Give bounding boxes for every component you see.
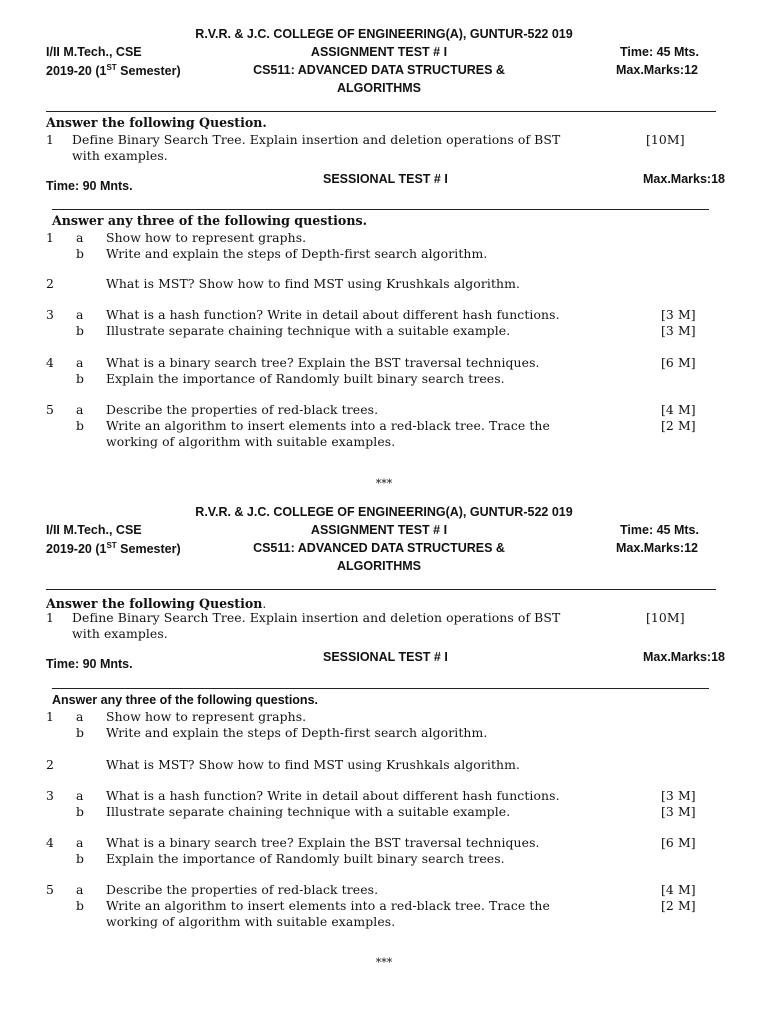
question-sub: b (76, 246, 85, 261)
year-line: 2019-20 (1ST Semester) (46, 541, 181, 557)
question-text: Write an algorithm to insert elements into a red-black tree. Trace the (106, 418, 550, 433)
question-sub: b (76, 725, 85, 740)
question-marks: [3 M] (661, 804, 696, 819)
assignment-question-line-1: Define Binary Search Tree. Explain insertion and deletion operations of BST (72, 610, 561, 625)
end-mark: *** (375, 956, 393, 969)
assignment-question-line-2: with examples. (72, 626, 168, 641)
assignment-question-marks: [10M] (646, 132, 685, 147)
question-marks: [6 M] (661, 835, 696, 850)
question-text: working of algorithm with suitable examples. (106, 434, 396, 449)
question-number: 1 (46, 230, 54, 245)
assignment-question-line-2: with examples. (72, 148, 168, 163)
question-number: 2 (46, 757, 54, 772)
class-line: I/II M.Tech., CSE (46, 45, 142, 59)
question-text: What is a hash function? Write in detail about different hash functions. (106, 788, 560, 803)
sessional-max-marks: Max.Marks:18 (643, 172, 725, 186)
sessional-title: SESSIONAL TEST # I (323, 172, 448, 186)
question-sub: a (76, 230, 84, 245)
question-text: Show how to represent graphs. (106, 230, 307, 245)
course-line-1: CS511: ADVANCED DATA STRUCTURES & (253, 63, 505, 77)
question-text: Illustrate separate chaining technique with a suitable example. (106, 323, 511, 338)
question-marks: [4 M] (661, 402, 696, 417)
question-text: Show how to represent graphs. (106, 709, 307, 724)
question-marks: [3 M] (661, 307, 696, 322)
question-sub: b (76, 418, 85, 433)
class-line: I/II M.Tech., CSE (46, 523, 142, 537)
question-text: Write and explain the steps of Depth-first search algorithm. (106, 725, 488, 740)
question-sub: a (76, 355, 84, 370)
sessional-instruction: Answer any three of the following questions. (52, 213, 367, 228)
sessional-instruction: Answer any three of the following questions. (52, 693, 318, 707)
assignment-question-marks: [10M] (646, 610, 685, 625)
question-text: What is a binary search tree? Explain the BST traversal techniques. (106, 355, 540, 370)
course-line-2: ALGORITHMS (336, 559, 422, 573)
question-text: working of algorithm with suitable examples. (106, 914, 396, 929)
question-sub: b (76, 804, 85, 819)
question-sub: a (76, 835, 84, 850)
question-number: 1 (46, 709, 54, 724)
question-marks: [2 M] (661, 898, 696, 913)
year-line: 2019-20 (1ST Semester) (46, 63, 181, 79)
question-sub: a (76, 402, 84, 417)
assignment-question-line-1: Define Binary Search Tree. Explain insertion and deletion operations of BST (72, 132, 561, 147)
question-text: What is a binary search tree? Explain the BST traversal techniques. (106, 835, 540, 850)
question-number: 5 (46, 402, 54, 417)
question-sub: b (76, 323, 85, 338)
divider (52, 688, 709, 689)
question-number: 2 (46, 276, 54, 291)
question-text: Write and explain the steps of Depth-first search algorithm. (106, 246, 488, 261)
course-line-1: CS511: ADVANCED DATA STRUCTURES & (253, 541, 505, 555)
divider (52, 209, 709, 210)
question-sub: b (76, 371, 85, 386)
question-number: 4 (46, 835, 54, 850)
question-sub: b (76, 898, 85, 913)
sessional-time: Time: 90 Mnts. (46, 179, 133, 193)
college-name: R.V.R. & J.C. COLLEGE OF ENGINEERING(A), GUNTUR-522 019 (195, 27, 573, 41)
question-sub: a (76, 882, 84, 897)
question-number: 1 (46, 132, 54, 147)
question-marks: [2 M] (661, 418, 696, 433)
question-sub: a (76, 709, 84, 724)
assignment-time: Time: 45 Mts. (620, 45, 699, 59)
question-text: What is a hash function? Write in detail about different hash functions. (106, 307, 560, 322)
question-number: 3 (46, 307, 54, 322)
divider (46, 111, 716, 112)
divider (46, 589, 716, 590)
question-text: What is MST? Show how to find MST using Krushkals algorithm. (106, 276, 520, 291)
question-sub: b (76, 851, 85, 866)
question-number: 3 (46, 788, 54, 803)
sessional-title: SESSIONAL TEST # I (323, 650, 448, 664)
question-text: Describe the properties of red-black trees. (106, 882, 379, 897)
end-mark: *** (375, 477, 393, 490)
question-number: 4 (46, 355, 54, 370)
question-marks: [4 M] (661, 882, 696, 897)
course-line-2: ALGORITHMS (336, 81, 422, 95)
question-text: Explain the importance of Randomly built binary search trees. (106, 851, 505, 866)
question-marks: [6 M] (661, 355, 696, 370)
question-marks: [3 M] (661, 788, 696, 803)
question-text: Write an algorithm to insert elements into a red-black tree. Trace the (106, 898, 550, 913)
assignment-max-marks: Max.Marks:12 (616, 541, 698, 555)
question-text: Explain the importance of Randomly built binary search trees. (106, 371, 505, 386)
assignment-instruction: Answer the following Question. (46, 596, 267, 611)
sessional-time: Time: 90 Mnts. (46, 657, 133, 671)
sessional-max-marks: Max.Marks:18 (643, 650, 725, 664)
college-name: R.V.R. & J.C. COLLEGE OF ENGINEERING(A), GUNTUR-522 019 (195, 505, 573, 519)
assignment-title: ASSIGNMENT TEST # I (310, 45, 448, 59)
question-sub: a (76, 788, 84, 803)
assignment-instruction: Answer the following Question. (46, 115, 267, 130)
question-text: Illustrate separate chaining technique with a suitable example. (106, 804, 511, 819)
assignment-time: Time: 45 Mts. (620, 523, 699, 537)
assignment-max-marks: Max.Marks:12 (616, 63, 698, 77)
assignment-title: ASSIGNMENT TEST # I (310, 523, 448, 537)
question-number: 5 (46, 882, 54, 897)
question-number: 1 (46, 610, 54, 625)
question-sub: a (76, 307, 84, 322)
question-marks: [3 M] (661, 323, 696, 338)
question-text: What is MST? Show how to find MST using Krushkals algorithm. (106, 757, 520, 772)
question-text: Describe the properties of red-black trees. (106, 402, 379, 417)
